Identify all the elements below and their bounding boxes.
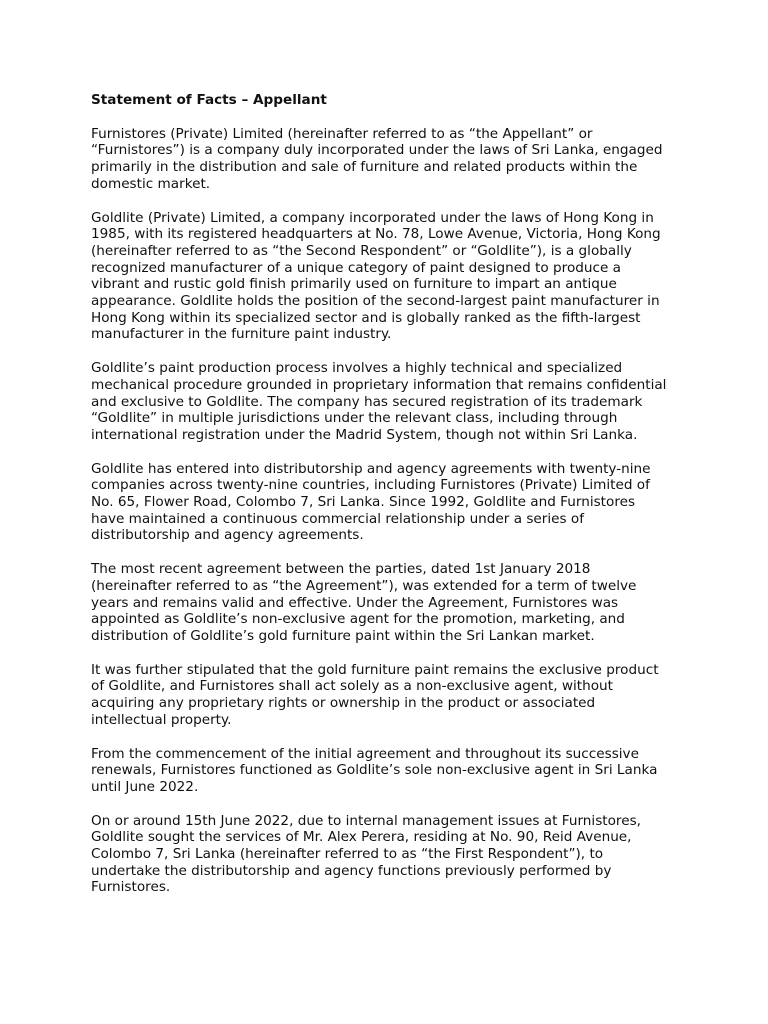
text-line: until June 2022. (91, 778, 199, 795)
text-line: Goldlite’s paint production process involves a highly technical and specialized (91, 360, 623, 377)
text-line: Furnistores (Private) Limited (hereinafter referred to as “the Appellant” or (91, 125, 593, 142)
document-title: Statement of Facts – Appellant (91, 92, 327, 108)
text-line: of Goldlite, and Furnistores shall act solely as a non-exclusive agent, without (91, 678, 613, 695)
paragraph-2 (91, 210, 691, 344)
text-line: companies across twenty-nine countries, including Furnistores (Private) Limited of (91, 477, 650, 494)
text-line: domestic market. (91, 175, 211, 192)
paragraph-7 (91, 746, 691, 796)
paragraph-5 (91, 561, 691, 645)
text-line: recognized manufacturer of a unique category of paint designed to produce a (91, 259, 621, 276)
text-line: and exclusive to Goldlite. The company has secured registration of its trademark (91, 393, 643, 410)
text-line: mechanical procedure grounded in proprietary information that remains confidential (91, 376, 667, 393)
text-line: vibrant and rustic gold finish primarily used on furniture to impart an antique (91, 276, 617, 293)
text-line: renewals, Furnistores functioned as Goldlite’s sole non-exclusive agent in Sri Lanka (91, 762, 658, 779)
text-line: Hong Kong within its specialized sector and is globally ranked as the fifth-largest (91, 309, 641, 326)
text-line: (hereinafter referred to as “the Agreement”), was extended for a term of twelve (91, 577, 637, 594)
text-line: Goldlite sought the services of Mr. Alex Perera, residing at No. 90, Reid Avenue, (91, 829, 632, 846)
text-line: Colombo 7, Sri Lanka (hereinafter referred to as “the First Respondent”), to (91, 846, 604, 863)
document-body (91, 92, 691, 913)
text-line: appearance. Goldlite holds the position of the second-largest paint manufacturer in (91, 293, 660, 310)
text-line: distributorship and agency agreements. (91, 527, 364, 544)
text-line: No. 65, Flower Road, Colombo 7, Sri Lanka. Since 1992, Goldlite and Furnistores (91, 494, 636, 511)
text-line: (hereinafter referred to as “the Second Respondent” or “Goldlite”), is a globally (91, 242, 632, 259)
text-line: international registration under the Madrid System, though not within Sri Lanka. (91, 426, 638, 443)
text-line: manufacturer in the furniture paint industry. (91, 326, 392, 343)
paragraph-6 (91, 662, 691, 729)
text-line: years and remains valid and effective. Under the Agreement, Furnistores was (91, 594, 619, 611)
text-line: It was further stipulated that the gold furniture paint remains the exclusive product (91, 661, 659, 678)
text-line: primarily in the distribution and sale of furniture and related products within the (91, 159, 638, 176)
text-line: Furnistores. (91, 879, 171, 896)
text-line: have maintained a continuous commercial relationship under a series of (91, 510, 585, 527)
paragraph-8 (91, 813, 691, 897)
text-line: Goldlite (Private) Limited, a company incorporated under the laws of Hong Kong in (91, 209, 654, 226)
paragraph-4 (91, 461, 691, 545)
text-line: From the commencement of the initial agreement and throughout its successive (91, 745, 639, 762)
text-line: On or around 15th June 2022, due to internal management issues at Furnistores, (91, 812, 641, 829)
paragraph-3 (91, 360, 691, 444)
text-line: appointed as Goldlite’s non-exclusive agent for the promotion, marketing, and (91, 611, 625, 628)
text-line: “Furnistores”) is a company duly incorporated under the laws of Sri Lanka, engaged (91, 142, 663, 159)
text-line: The most recent agreement between the parties, dated 1st January 2018 (91, 561, 591, 578)
text-line: 1985, with its registered headquarters at No. 78, Lowe Avenue, Victoria, Hong Kong (91, 226, 661, 243)
text-line: Goldlite has entered into distributorship and agency agreements with twenty-nine (91, 460, 651, 477)
paragraph-1 (91, 126, 691, 193)
text-line: acquiring any proprietary rights or ownership in the product or associated (91, 695, 596, 712)
text-line: “Goldlite” in multiple jurisdictions under the relevant class, including through (91, 410, 618, 427)
text-line: distribution of Goldlite’s gold furniture paint within the Sri Lankan market. (91, 627, 595, 644)
text-line: undertake the distributorship and agency functions previously performed by (91, 862, 612, 879)
text-line: intellectual property. (91, 711, 232, 728)
